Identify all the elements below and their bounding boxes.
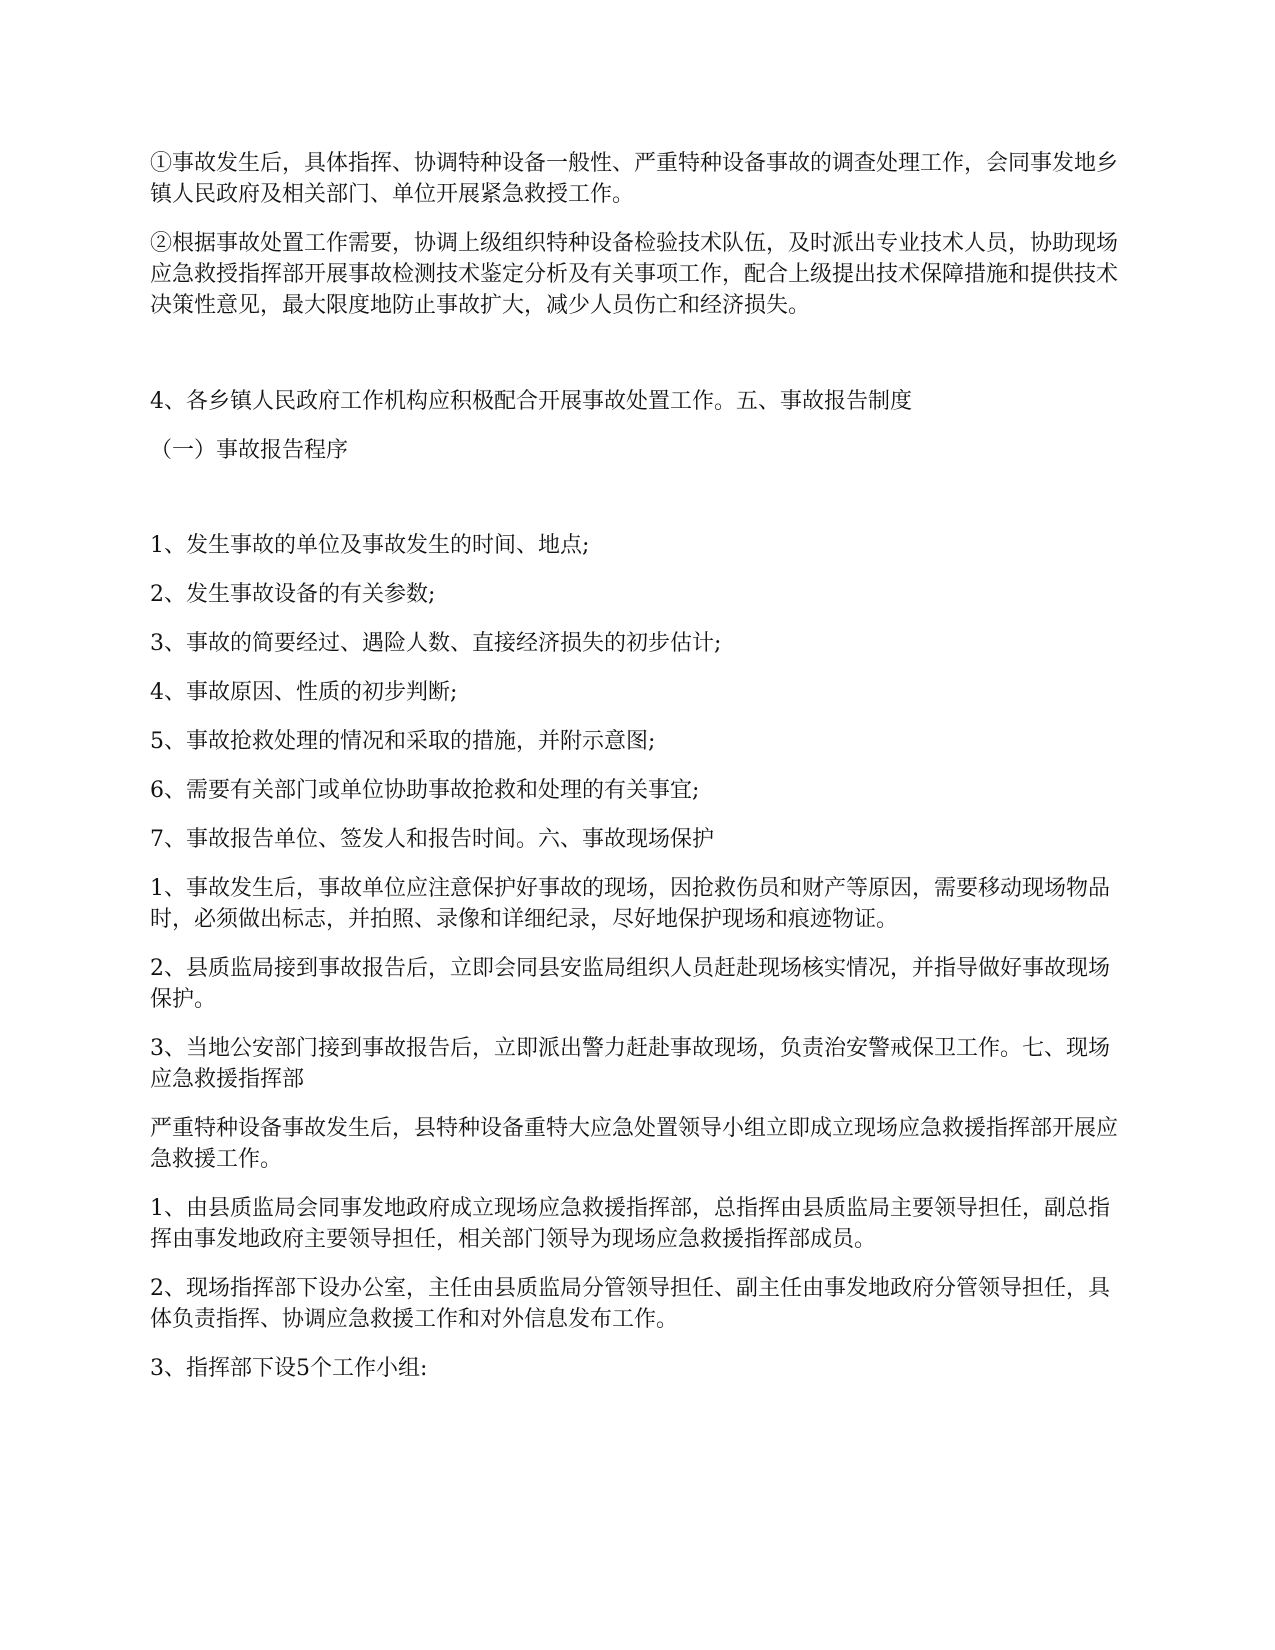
list-item-report-3: 3、事故的简要经过、遇险人数、直接经济损失的初步估计; — [150, 631, 722, 656]
document-body — [150, 148, 1130, 1384]
list-item-report-6: 6、需要有关部门或单位协助事故抢救和处理的有关事宜; — [150, 778, 700, 803]
paragraph-scene-protection-1: 1、事故发生后，事故单位应注意保护好事故的现场，因抢救伤员和财产等原因，需要移动现场物品时，必须做出标志，并拍照、录像和详细纪录，尽好地保护现场和痕迹物证。 — [150, 876, 1111, 932]
paragraph-technical-support: ②根据事故处置工作需要，协调上级组织特种设备检验技术队伍，及时派出专业技术人员，协助现场应急救授指挥部开展事故检测技术鉴定分析及有关事项工作，配合上级提出技术保障措施和提供技术决策性意见，最大限度地防止事故扩大，减少人员伤亡和经济损失。 — [150, 231, 1119, 318]
list-item-report-1: 1、发生事故的单位及事故发生的时间、地点; — [150, 533, 590, 558]
section-heading-report-procedure: （一）事故报告程序 — [150, 438, 349, 463]
paragraph-command-2: 2、现场指挥部下设办公室，主任由县质监局分管领导担任、副主任由事发地政府分管领导担任，具体负责指挥、协调应急救援工作和对外信息发布工作。 — [150, 1276, 1111, 1332]
paragraph-township-cooperation: 4、各乡镇人民政府工作机构应积极配合开展事故处置工作。五、事故报告制度 — [150, 389, 912, 414]
list-item-report-7: 7、事故报告单位、签发人和报告时间。六、事故现场保护 — [150, 827, 714, 852]
paragraph-accident-command: ①事故发生后，具体指挥、协调特种设备一般性、严重特种设备事故的调查处理工作，会同事发地乡镇人民政府及相关部门、单位开展紧急救授工作。 — [150, 151, 1119, 207]
paragraph-command-1: 1、由县质监局会同事发地政府成立现场应急救援指挥部，总指挥由县质监局主要领导担任，副总指挥由事发地政府主要领导担任，相关部门领导为现场应急救援指挥部成员。 — [150, 1196, 1111, 1252]
list-item-report-4: 4、事故原因、性质的初步判断; — [150, 680, 458, 705]
paragraph-command-3: 3、指挥部下设5个工作小组: — [150, 1356, 428, 1381]
paragraph-scene-protection-2: 2、县质监局接到事故报告后，立即会同县安监局组织人员赶赴现场核实情况，并指导做好事故现场保护。 — [150, 956, 1111, 1012]
list-item-report-5: 5、事故抢救处理的情况和采取的措施，并附示意图; — [150, 729, 656, 754]
list-item-report-2: 2、发生事故设备的有关参数; — [150, 582, 436, 607]
paragraph-scene-protection-3: 3、当地公安部门接到事故报告后，立即派出警力赶赴事故现场，负责治安警戒保卫工作。七、现场应急救援指挥部 — [150, 1036, 1111, 1092]
paragraph-command-setup: 严重特种设备事故发生后，县特种设备重特大应急处置领导小组立即成立现场应急救援指挥部开展应急救援工作。 — [150, 1116, 1119, 1172]
